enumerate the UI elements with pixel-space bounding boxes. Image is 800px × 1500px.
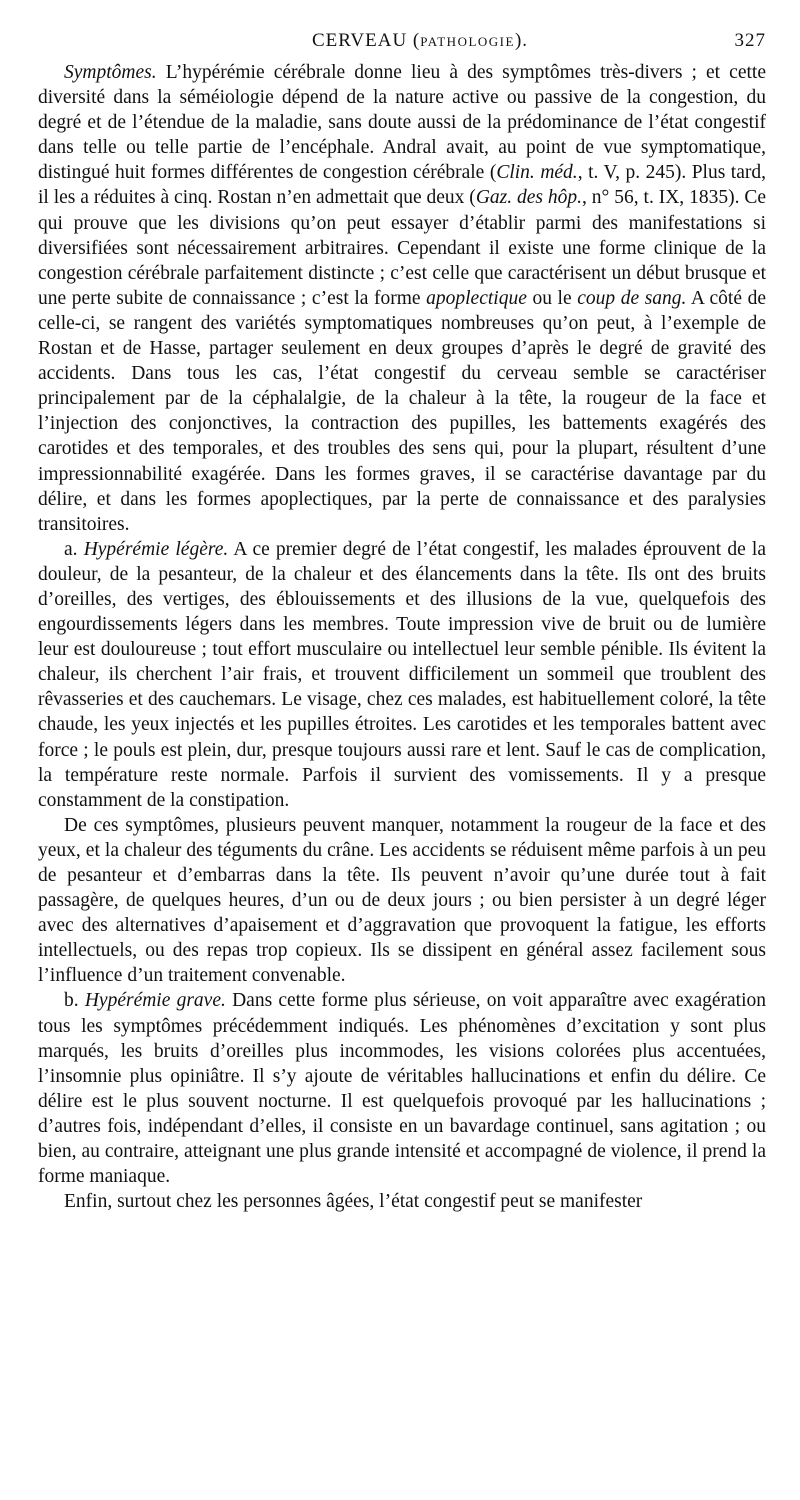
page-header bbox=[38, 30, 766, 60]
section-heading: Symptômes. bbox=[64, 62, 157, 83]
paragraph-text: A ce premier degré de l’état congestif, les malades éprouvent de la douleur, de la pesanteur, de la chaleur et des élancements dans la tête. Ils ont des bruits d’oreilles, des vertiges, des éblouissements et des illusions de la vue, quelquefois des engourdissements légers dans les membres. Toute impression vive de bruit ou de lumière leur est douloureuse ; tout effort musculaire ou intellectuel leur semble pénible. Ils évitent la chaleur, ils cherchent l’air frais, et trouvent difficilement un sommeil que troublent des rêvasseries et des cauchemars. Le visage, chez ces malades, est habituellement coloré, la tête chaude, les yeux injectés et les pupilles étroites. Les carotides et les temporales battent avec force ; le pouls est plein, dur, presque toujours aussi rare et lent. Sauf le cas de complication, la température reste normale. Parfois il survient des vomissements. Il y a presque constamment de la constipation. bbox=[38, 538, 766, 811]
running-title bbox=[38, 30, 766, 52]
paragraph-text: , n° 56, t. IX, 1835). Ce qui prouve que les divisions qu’on peut essayer d’établir parmi des manifestations si diversifiées sont nécessairement arbitraires. Cependant il existe une forme clinique de la congestion cérébrale parfaitement distincte ; c’est celle que caractérisent un début brusque et une perte subite de connaissance ; c’est la forme bbox=[38, 187, 767, 309]
paragraph-text: L’hypérémie cérébrale donne lieu à des symptômes très-divers ; et cette diversité dans la séméiologie dépend de la nature active ou passive de la congestion, du degré et de l’étendue de la maladie, sans doute aussi de la prédominance de l’état congestif dans telle ou telle partie de l’encéphale. Andral avait, au point de vue symptomatique, distingué huit formes différentes de congestion cérébrale ( bbox=[38, 62, 766, 184]
paragraph-text: Dans cette forme plus sérieuse, on voit apparaître avec exagération tous les symptômes précédemment indiqués. Les phénomènes d’excitation y sont plus marqués, les bruits d’oreilles plus incommodes, les visions colorées plus accentuées, l’insomnie plus opiniâtre. Il s’y ajoute de véritables hallucinations et enfin du délire. Ce délire est le plus souvent nocturne. Il est quelquefois provoqué par les hallucinations ; d’autres fois, indépendant d’elles, il consiste en un bavardage continuel, sans agitation ; ou bien, au contraire, atteignant une plus grande intensité et accompagné de violence, il prend la forme maniaque. bbox=[38, 990, 766, 1188]
emphasis-term: coup de sang. bbox=[577, 287, 687, 309]
running-title-subject: PATHOLOGIE bbox=[420, 34, 515, 49]
paragraph-text: , t. V, p. 245). Plus tard, il les a réduites à cinq. Rostan n’en admettait que deux ( bbox=[38, 162, 767, 209]
subsection-heading: Hypérémie légère. bbox=[83, 538, 229, 560]
page-number: 327 bbox=[734, 30, 766, 51]
paragraph-text: De ces symptômes, plusieurs peuvent manquer, notamment la rougeur de la face et des yeux, et la chaleur des téguments du crâne. Les accidents se réduisent même parfois à un peu de pesanteur et d’embarras dans la tête. Ils peuvent n’avoir qu’une durée tout à fait passagère, de quelques heures, d’un ou de deux jours ; ou bien persister à un degré léger avec des alternatives d’apaisement et d’aggravation que provoquent la fatigue, les efforts intellectuels, ou des repas trop copieux. Ils se dissipent en général assez facilement sous l’influence d’un traitement convenable. bbox=[38, 814, 766, 987]
body-text bbox=[38, 60, 766, 1214]
list-marker: a. bbox=[64, 538, 84, 560]
list-marker: b. bbox=[64, 990, 85, 1012]
emphasis-term: apoplectique bbox=[426, 287, 527, 309]
citation-title: Clin. méd. bbox=[496, 162, 578, 184]
subsection-heading: Hypérémie grave. bbox=[84, 990, 226, 1012]
paragraph-symptomes bbox=[38, 60, 766, 537]
paragraph-text: ou le bbox=[526, 287, 578, 309]
paragraph-enfin bbox=[38, 1189, 766, 1214]
running-title-main: CERVEAU ( bbox=[311, 30, 421, 51]
paragraph-variations bbox=[38, 813, 766, 989]
paragraph-hyperemie-legere bbox=[38, 537, 766, 813]
paragraph-text: A côté de celle-ci, se rangent des variétés symptomatiques nombreuses qu’on peut, à l’exemple de Rostan et de Hasse, partager seulement en deux groupes d’après le degré de gravité des accidents. Dans tous les cas, l’état congestif du cerveau semble se caractériser principalement par de la céphalalgie, de la chaleur à la tête, la rougeur de la face et l’injection des conjonctives, la contraction des pupilles, les battements exagérés des carotides et des temporales, et des troubles des sens qui, pour la plupart, résultent d’une impressionnabilité exagérée. Dans les formes graves, il se caractérise davantage par du délire, et dans les formes apoplectiques, par la perte de connaissance et des paralysies transitoires. bbox=[38, 287, 766, 535]
citation-title: Gaz. des hôp. bbox=[475, 187, 583, 209]
running-title-end: ). bbox=[514, 30, 529, 51]
paragraph-hyperemie-grave bbox=[38, 988, 766, 1189]
paragraph-text: Enfin, surtout chez les personnes âgées, l’état congestif peut se manifester bbox=[64, 1191, 643, 1213]
